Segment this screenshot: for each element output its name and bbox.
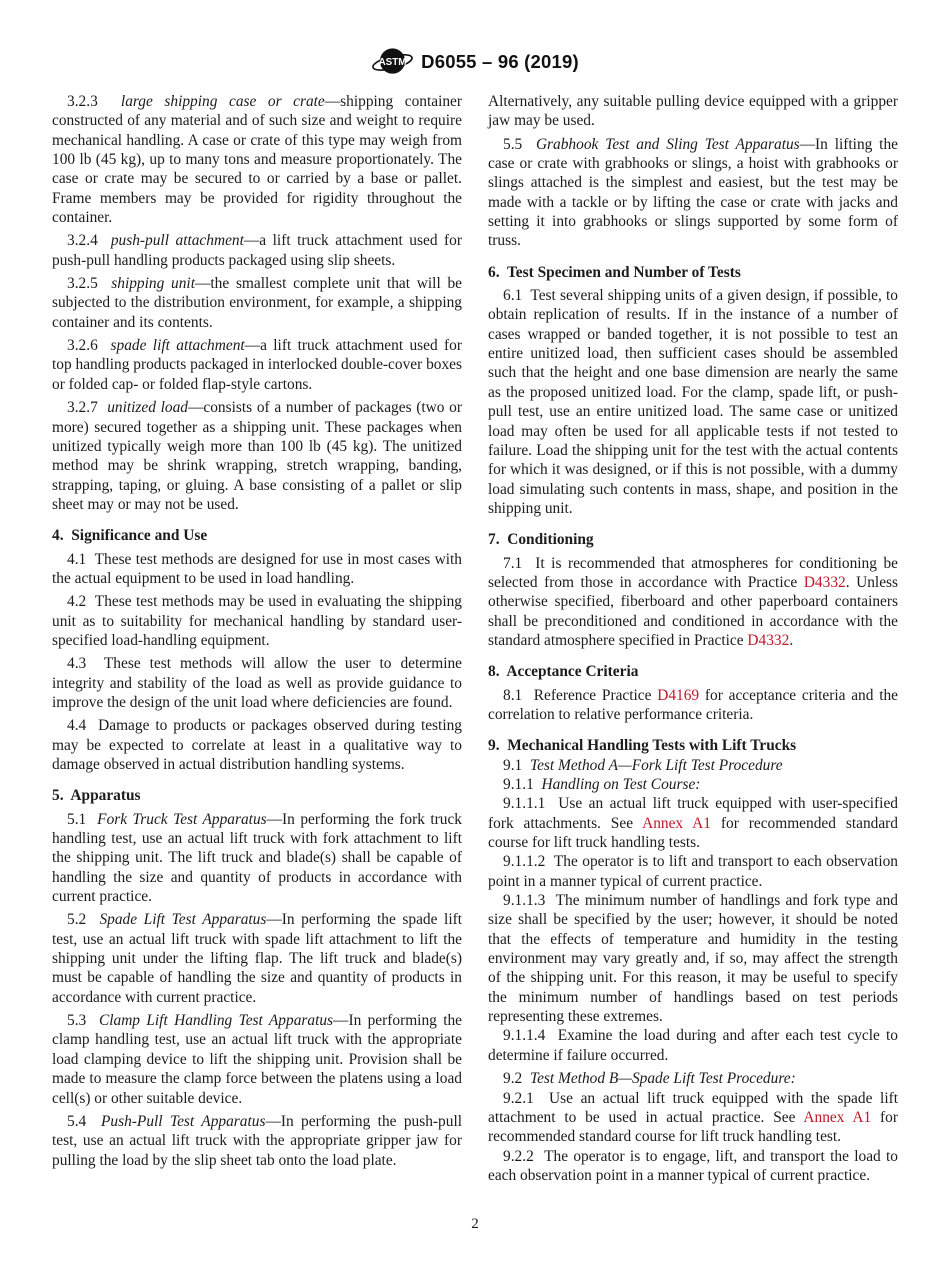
paragraph (52, 231, 462, 270)
defined-term: Handling on Test Course: (541, 776, 701, 793)
page-number: 2 (471, 1216, 479, 1232)
paragraph (52, 716, 462, 774)
defined-term: shipping unit (111, 275, 195, 293)
defined-term: large shipping case or crate (120, 93, 325, 110)
text-run: 3.2.6 (67, 337, 111, 355)
paragraph (488, 286, 898, 518)
text-run: 5.2 (67, 911, 100, 929)
right-column (488, 92, 898, 1185)
text-run: —consists of a number of packages (two or more) secured together as a shipping unit. These packages when unitized typically weigh more than 100 lb (45 kg). The unitized method may be shrink wrapping, stretch wrapping, banding, strapping, taping, or gluing. A base consisting of a pallet or slip sheet may or may not be used. (52, 399, 463, 513)
defined-term: Test Method A—Fork Lift Test Procedure (529, 756, 783, 774)
text-run: —In performing the push-pull test, use an actual lift truck with the appropriate gripper jaw for pulling the load by the slip sheet tab onto the load plate. (52, 1112, 463, 1169)
text-run: 4.1 These test methods are designed for use in most cases with the actual equipment to be used in load handling. (52, 550, 462, 587)
defined-term: Test Method B—Spade Lift Test Procedure: (529, 1070, 796, 1088)
defined-term: push-pull attachment (110, 232, 244, 250)
standard-designation: D6055 – 96 (2019) (421, 50, 579, 72)
left-column (52, 92, 462, 1185)
paragraph (52, 1112, 462, 1170)
text-run: —In lifting the case or crate with grabhooks or slings, a hoist with grabhooks or slings attached is the simplest and easiest, but the test may be made with a tackle or by lifting the case or crate with jacks and setting it into grabhooks or slings supported by some form of truss. (488, 135, 898, 250)
paragraph (52, 810, 462, 907)
reference-link[interactable]: D4332 (803, 573, 846, 591)
text-run: 9. Mechanical Handling Tests with Lift Trucks (488, 737, 797, 755)
text-run: 5. Apparatus (52, 787, 141, 805)
text-run: . (789, 631, 794, 649)
text-run: 9.2.2 The operator is to engage, lift, and transport the load to each observation point in a manner typical of current practice. (488, 1147, 898, 1184)
reference-link[interactable]: D4169 (657, 686, 700, 704)
text-run: 6. Test Specimen and Number of Tests (488, 263, 741, 281)
text-run: 7. Conditioning (488, 531, 594, 549)
text-run: 3.2.4 (67, 232, 111, 250)
paragraph (52, 550, 462, 589)
text-run: . Unless otherwise specified, fiberboard and other paperboard containers shall be preconditioned and conditioned in accordance with the standard atmosphere specified in Practice (488, 573, 898, 649)
text-run: —In performing the spade lift test, use an actual lift truck with spade lift attachment to lift the shipping unit under the lifting flap. The lift truck and blade(s) must be capable of handling the size and quantity of products in accordance with current practice. (52, 911, 463, 1006)
paragraph (52, 1011, 462, 1108)
text-run: 4. Significance and Use (52, 527, 208, 545)
text-run: 9.1 (503, 756, 530, 774)
defined-term: Spade Lift Test Apparatus (99, 911, 267, 929)
text-run: 9.1.1 (503, 776, 542, 793)
text-run: —a lift truck attachment used for top handling products packaged in interlocked double-cover boxes or folded cap- or folded flap-style cartons. (52, 337, 462, 393)
paragraph (488, 794, 898, 852)
text-run: —shipping container constructed of any material and of such size and weight to require mechanical handling. A case or crate of this type may weigh from 100 lb (45 kg), up to many tons and measure proportionately. The case or crate may be secured to or carried by a base or pallet. Frame members may be provided for rigidity throughout the container. (52, 93, 463, 227)
text-run: 5.4 (67, 1112, 102, 1130)
section-heading (52, 526, 462, 545)
defined-term: Clamp Lift Handling Test Apparatus (98, 1012, 334, 1030)
paragraph (52, 654, 462, 712)
text-run: 9.1.1.4 Examine the load during and after each test cycle to determine if failure occurred. (488, 1027, 898, 1064)
paragraph (488, 554, 898, 651)
text-run: 8. Acceptance Criteria (488, 663, 639, 681)
section-heading (488, 530, 898, 549)
paragraph (52, 910, 462, 1007)
text-run: —the smallest complete unit that will be subjected to the distribution environment, for example, a shipping container and its contents. (52, 275, 463, 331)
defined-term: Grabhook Test and Sling Test Apparatus (535, 135, 800, 153)
text-run: 4.4 Damage to products or packages observed during testing may be expected to correlate at least in a qualitative way to damage observed in actual distribution handling systems. (52, 717, 462, 773)
paragraph (488, 686, 898, 725)
defined-term: unitized load (107, 399, 189, 417)
paragraph (52, 336, 462, 394)
defined-term: Fork Truck Test Apparatus (97, 810, 267, 828)
text-run: 7.1 It is recommended that atmospheres for conditioning be selected from those in accordance with Practice (488, 554, 898, 591)
section-heading (488, 662, 898, 681)
text-run: 8.1 Reference Practice (503, 686, 658, 704)
astm-logo-icon (371, 44, 414, 79)
paragraph (488, 1026, 898, 1065)
paragraph (488, 756, 898, 775)
text-run: 5.5 (503, 135, 536, 153)
defined-term: Push-Pull Test Apparatus (101, 1112, 266, 1130)
paragraph (52, 92, 462, 227)
text-run: 9.2.1 Use an actual lift truck equipped with the spade lift attachment to be used in actual practice. See (488, 1089, 898, 1126)
paragraph (52, 398, 462, 514)
paragraph (488, 852, 898, 891)
paragraph (488, 92, 898, 131)
paragraph (488, 1147, 898, 1186)
text-run: for acceptance criteria and the correlation to relative performance criteria. (488, 686, 898, 723)
text-run: for recommended standard course for lift truck handling tests. (488, 814, 898, 852)
paragraph (488, 775, 898, 794)
paragraph (52, 274, 462, 332)
text-run: 5.1 (67, 810, 98, 828)
paragraph (488, 1089, 898, 1147)
text-run: 3.2.3 (67, 93, 121, 110)
text-run: 5.3 (67, 1012, 99, 1030)
reference-link[interactable]: D4332 (747, 631, 790, 649)
section-heading (488, 263, 898, 282)
text-run: 3.2.5 (67, 275, 112, 293)
paragraph (488, 891, 898, 1026)
text-run: 3.2.7 (67, 399, 108, 417)
text-run: 9.1.1.1 Use an actual lift truck equipped with user-specified fork attachments. See (488, 795, 898, 832)
page-footer (0, 1216, 950, 1233)
text-run: 9.1.1.3 The minimum number of handlings and fork type and size shall be specified by the user; however, it should be noted that the effects of temperature and humidity in the testing environment may vary greatly and, if so, may affect the strength of the shipping unit. For this reason, it may be useful to specify the minimum number of handlings based on test periods representing these extremes. (488, 892, 898, 1026)
paragraph (488, 1069, 898, 1088)
text-run: —In performing the fork truck handling test, use an actual lift truck with fork attachment to lift the shipping unit. The lift truck and blade(s) shall be capable of handling the size and quantity of products in accordance with current practice. (52, 810, 463, 906)
text-run: 9.1.1.2 The operator is to lift and transport to each observation point in a manner typical of current practice. (488, 853, 898, 890)
text-run: 9.2 (503, 1070, 530, 1088)
text-run: for recommended standard course for lift truck handling test. (488, 1108, 898, 1146)
text-run: 4.3 These test methods will allow the user to determine integrity and stability of the load as well as provide guidance to improve the design of the unit load where deficiencies are found. (52, 655, 462, 711)
paragraph (488, 135, 898, 251)
svg-text:ASTM: ASTM (378, 57, 407, 69)
text-run: —In performing the clamp handling test, use an actual lift truck with the appropriate load clamping device to lift the shipping unit. Provision shall be made to measure the clamp force between the platens using a load cell(s) or other suitable device. (52, 1012, 462, 1107)
reference-link[interactable]: Annex A1 (642, 814, 711, 832)
text-run: Alternatively, any suitable pulling device equipped with a gripper jaw may be used. (488, 93, 898, 130)
reference-link[interactable]: Annex A1 (803, 1108, 872, 1126)
section-heading (52, 786, 462, 805)
page-header (0, 44, 950, 79)
text-run: —a lift truck attachment used for push-pull handling products packaged using slip sheets. (52, 232, 462, 269)
text-run: 6.1 Test several shipping units of a given design, if possible, to obtain replication of results. If in the instance of a number of cases wrapped or banded together, it is not possible to test an entire unitized load, then sufficient cases should be assembled such that the height and one base dimension are nearly the same as the proposed unitized load. For the clamp, spade lift, or push-pull test, use an entire unitized load. The same case or unitized load may often be used for all applicable tests if not tested to failure. Load the shipping unit for the test with the actual contents for which it was designed, or if this is not possible, with a dummy load simulating such contents in mass, shape, and position in the shipping unit. (488, 287, 898, 517)
text-run: 4.2 These test methods may be used in evaluating the shipping unit as to suitability for mechanical handling by standard user-specified load-handling equipment. (52, 593, 462, 649)
paragraph (52, 592, 462, 650)
section-heading (488, 736, 898, 755)
content-columns (52, 92, 898, 1185)
defined-term: spade lift attachment (110, 337, 245, 355)
